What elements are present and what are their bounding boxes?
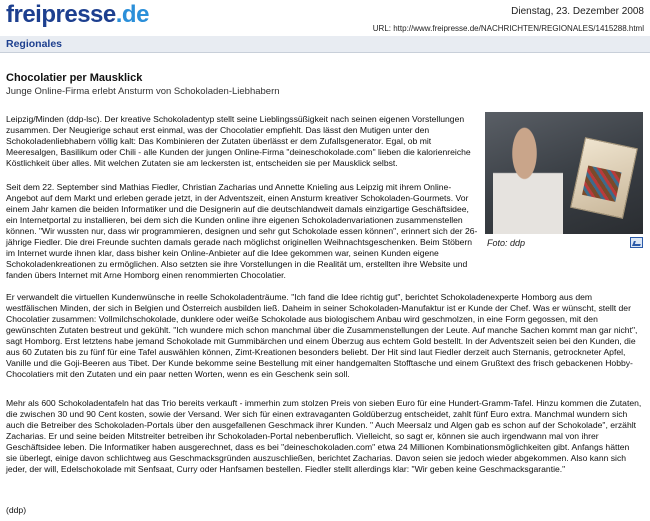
article-source: (ddp) — [6, 505, 27, 515]
section-label[interactable]: Regionales — [6, 38, 63, 50]
section-bar — [0, 36, 650, 53]
article-paragraph-3: Er verwandelt die virtuellen Kundenwünsche in reelle Schokoladenträume. "Ich fand die Idee richtig gut", berichtet Schokoladenexperte Homborg aus dem westfälischen Minden, der sich in Belgien und Österreich ausbilden ließ. Daheim in seiner Schokoladen-Manufaktur ist er Kunde der Chef. Was er wünscht, stellt der Chocolatier zusammen: Vollmilchschokolade, dunklere oder weiße Schokolade aus biologischem Anbau wird geschmolzen, in eine Form gegossen, mit den gewünschten Zutaten bestreut und gekühlt. "Ich wundere mich schon manchmal über die Zusammenstellungen der Leute. Auf manche Sachen kommt man gar nicht", sagt Homborg. Erst letztens habe jemand Schokolade mit Gummibärchen und einem Überzug aus echtem Gold bestellt. In der Adventszeit seien bei den Kunden, die aus 60 Zutaten bis zu fünf für eine Tafel auswählen können, Zimt-Kreationen besonders beliebt. Der Hit sind laut Fiedler derzeit auch Sternanis, getrockneter Apfel, Vanille und die Goji-Beeren aus Tibet. Der Kunde bekomme seine Bestellung mit einer handgemalten Stofftasche und einem Grußtext des frisch gebackenen Hobby-Chocolatiers mit den Zutaten und ein paar netten Worten, wenn es ein Geschenk sein soll. — [6, 292, 638, 379]
publication-date: Dienstag, 23. Dezember 2008 — [511, 6, 644, 17]
article-subtitle: Junge Online-Firma erlebt Ansturm von Schokoladen-Liebhabern — [6, 86, 280, 97]
photo-chocolate-bag — [570, 137, 638, 219]
article-paragraph-2: Seit dem 22. September sind Mathias Fiedler, Christian Zacharias und Annette Knieling aus Leipzig mit ihrem Online-Angebot auf dem Markt und erleben gerade jetzt, in der Adventszeit, einen Ansturm kreativer Schokoladen-Gourmets. Vor einem Jahr kamen die beiden Informatiker und die Designerin auf die deutschlandweit damals einzigartige Geschäftsidee, ein Internetportal zu installieren, bei dem sich die Kunden online ihre eigenen Schokoladenvariationen zusammenstellen können. "Wir wussten nur, dass wir programmieren, designen und sehr gut Schokolade essen können", erinnert sich der 26-jährige Fiedler. Die drei Freunde suchten damals gerade nach möglichst originellen Weihnachtsgeschenken. Beim Stöbern im Internet wurde ihnen klar, dass bisher kein Online-Anbieter auf die Idee gekommen war, seinen Kunden eigene Schokoladenkreationen zu ermöglichen. Also setzten sie ihre Vorstellungen in die Realität um, erstellten ihre Website und fanden übers Internet mit Arne Homborg einen renommierten Chocolatier. — [6, 182, 478, 280]
article-paragraph-4: Mehr als 600 Schokoladentafeln hat das Trio bereits verkauft - immerhin zum stolzen Preis von sieben Euro für eine Hundert-Gramm-Tafel. Hinzu kommen die Zutaten, die zwischen 30 und 90 Cent kosten, sowie der Versand. Wer sich für einen extravaganten Goldüberzug entscheidet, zahlt fünf Euro extra. Manchmal wundern sich auch die Betreiber des Schokoladen-Portals über den ausgefallenen Geschmack ihrer Kunden. " Auch Meersalz und Algen gab es schon auf der Schokolade", erzählt Zacharias. Er und seine beiden Mitstreiter betreiben ihr Schokoladen-Portal nebenberuflich. Vielleicht, so sagt er, können sie auch irgendwann mal von ihrer Geschäftsidee leben. Die Informatiker haben ausgerechnet, dass es bei "deineschokoladen.com" etwa 24 Millionen Kombinationsmöglichkeiten gibt. Anfangs hätten sie überlegt, einige davon schlichtweg aus Geschmacksgründen auszuschließen, berichtet Zacharias. Davon seien sie jedoch wieder abgekommen. Also kann sich jeder, der will, Edelschokolade mit Senfsaat, Curry oder Hanfsamen bestellen. Fiedler stellt allerdings klar: "Wir geben keine Geschmacksgarantie." — [6, 398, 642, 474]
photo-caption: Foto: ddp — [487, 238, 526, 248]
article-url: URL: http://www.freipresse.de/NACHRICHTEN/REGIONALES/1415288.html — [372, 24, 644, 33]
logo-part-frei: frei — [6, 1, 42, 28]
zoom-icon[interactable] — [630, 237, 643, 248]
article-paragraph-1: Leipzig/Minden (ddp-lsc). Der kreative Schokoladentyp stellt seine Lieblingssüßigkeit nach seinen eigenen Vorstellungen zusammen. Der Neugierige schaut erst einmal, was der Chocolatier empfiehlt. Das lässt den Mutigen unter den Schokoladenliebhabern völlig kalt: Das Kombinieren der Zutaten überlässt er dem Zufallsgenerator. Egal, ob mit Meeresalgen, Basilikum oder Chili - alle Kunden der jungen Online-Firma "deineschokolade.com" lieben die kalorienreiche Köstlichkeit über alles. Mit welchen Zutaten sie am leckersten ist, entscheiden sie per Mausklick selbst. — [6, 114, 471, 168]
logo-part-de: .de — [115, 1, 149, 28]
site-logo[interactable] — [6, 2, 149, 28]
page-header — [0, 0, 650, 36]
article-title: Chocolatier per Mausklick — [6, 72, 143, 84]
photo-person — [493, 122, 563, 234]
article-photo — [485, 112, 643, 234]
logo-part-presse: presse — [41, 1, 116, 28]
